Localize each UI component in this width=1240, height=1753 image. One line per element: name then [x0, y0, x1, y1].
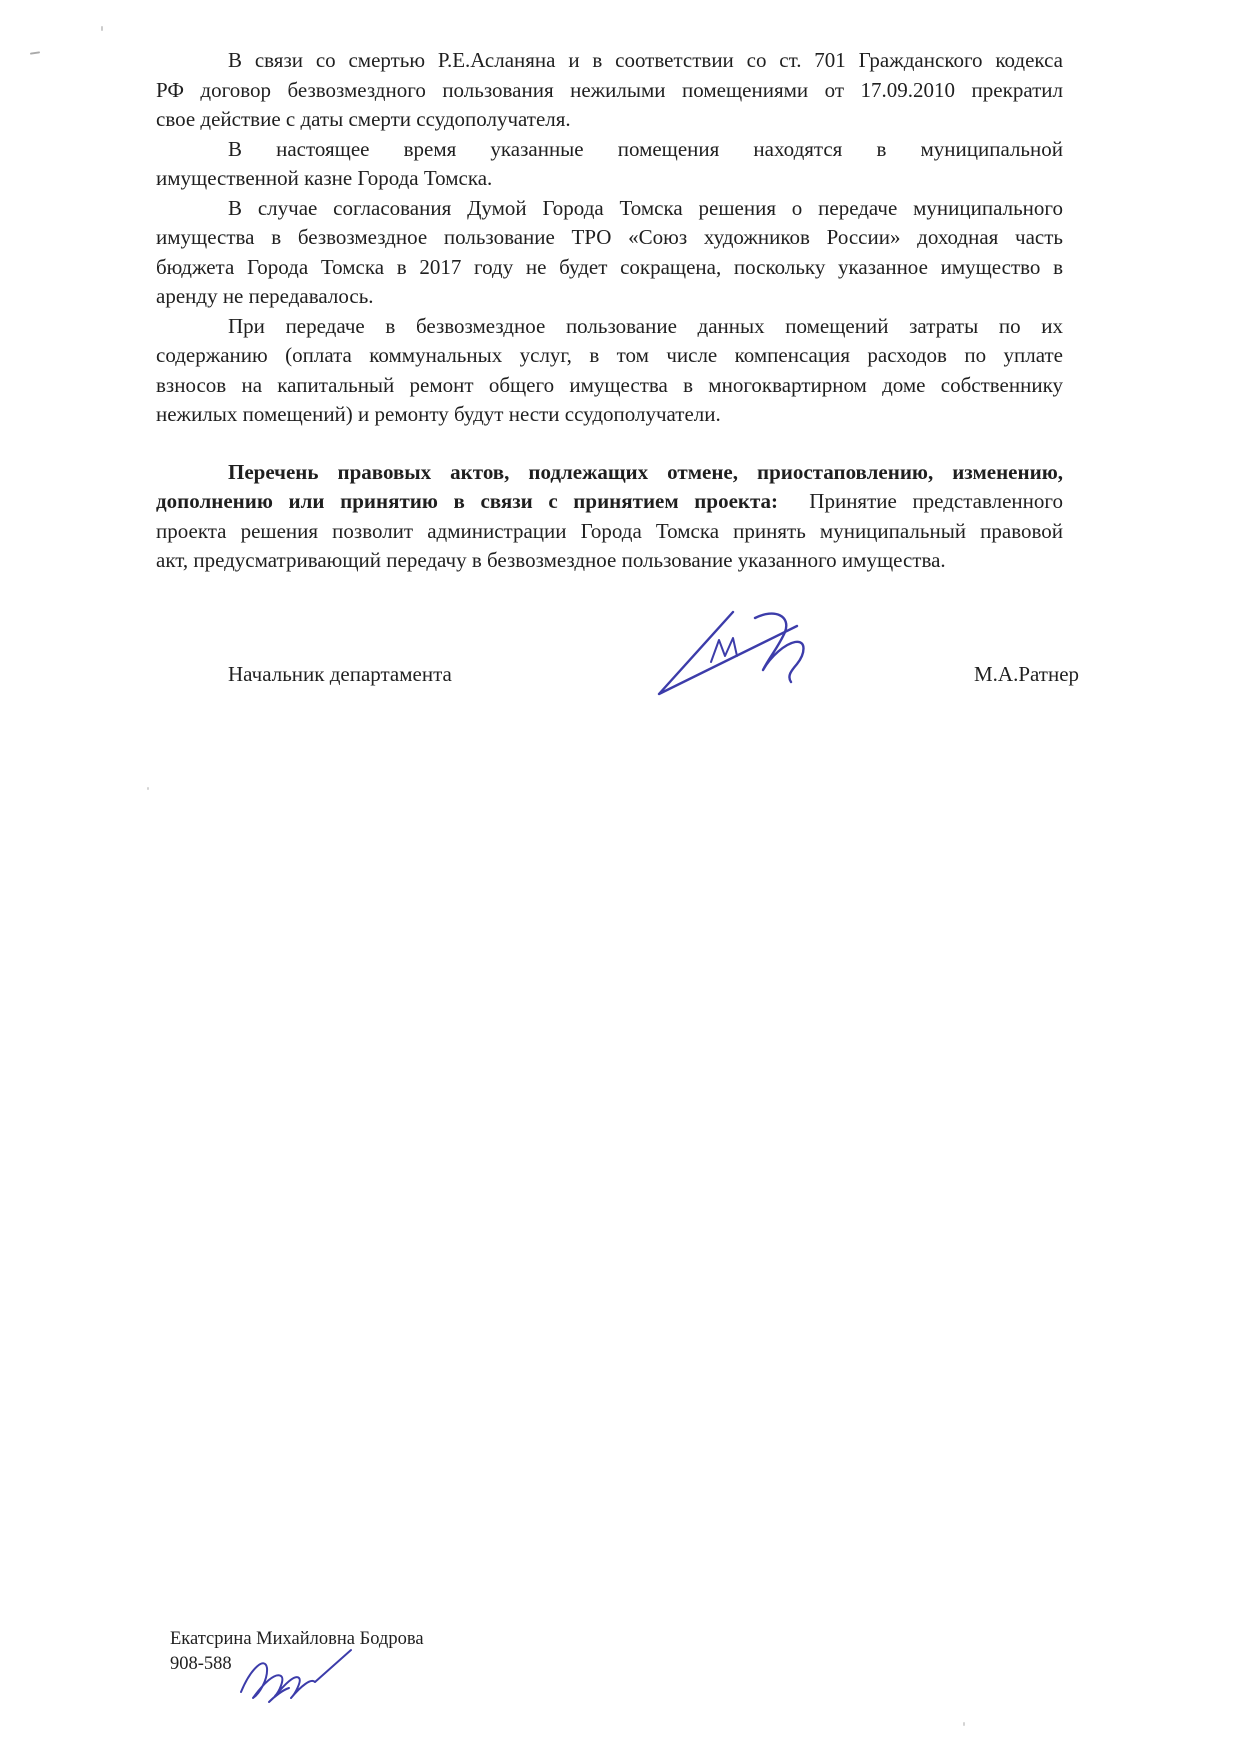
text-line: [156, 194, 1063, 224]
text-segment: В настоящее время указанные помещения находятся в муниципальной: [228, 136, 1063, 161]
text-segment: свое действие с даты смерти ссудополучателя.: [156, 107, 571, 131]
text-line: [156, 341, 1063, 371]
paragraph: [156, 312, 1063, 430]
text-line: [156, 487, 1063, 517]
text-line: [156, 458, 1063, 488]
text-segment: При передаче в безвозмездное пользование данных помещений затраты по их: [228, 313, 1063, 338]
executor-name: Екатсрина Михайловна Бодрова: [170, 1629, 424, 1649]
paragraph: [156, 194, 1063, 312]
text-line: [156, 400, 1063, 430]
text-segment: имущества в безвозмездное пользование ТРО «Союз художников России» доходная часть: [156, 225, 1063, 249]
text-line: [156, 312, 1063, 342]
text-segment: акт, предусматривающий передачу в безвозмездное пользование указанного имущества.: [156, 548, 946, 572]
text-segment: РФ договор безвозмездного пользования нежилыми помещениями от 17.09.2010 прекратил: [156, 77, 1063, 102]
executor-phone: 908-588: [170, 1654, 232, 1674]
executor-signature-icon: [233, 1640, 363, 1706]
document-body: [156, 46, 1063, 576]
text-line: [156, 282, 1063, 312]
text-line: [156, 164, 1063, 194]
text-line: [156, 517, 1063, 547]
text-line: [156, 253, 1063, 283]
scan-speck: [101, 26, 103, 31]
text-line: [156, 76, 1063, 106]
bold-text-segment: дополнению или принятию в связи с принятием проекта:: [156, 489, 779, 513]
text-line: [156, 105, 1063, 135]
text-line: [156, 46, 1063, 76]
text-segment: аренду не передавалось.: [156, 284, 374, 308]
text-line: [156, 223, 1063, 253]
signer-name: М.А.Ратнер: [974, 662, 1080, 686]
text-segment: взносов на капитальный ремонт общего имущества в многоквартирном доме собственнику: [156, 372, 1063, 397]
scan-speck: [30, 51, 40, 54]
paragraph: [156, 135, 1063, 194]
scan-speck: [147, 787, 149, 790]
text-line: [156, 371, 1063, 401]
text-segment: нежилых помещений) и ремонту будут нести ссудополучатели.: [156, 402, 721, 426]
text-segment: проекта решения позволит администрации Города Томска принять муниципальный правовой: [156, 518, 1063, 543]
position-label: Начальник департамента: [228, 662, 452, 686]
text-segment: имущественной казне Города Томска.: [156, 166, 493, 190]
scan-speck: [963, 1722, 965, 1726]
text-segment: содержанию (оплата коммунальных услуг, в том числе компенсация расходов по уплате: [156, 343, 1063, 367]
text-segment: В связи со смертью Р.Е.Асланяна и в соответствии со ст. 701 Гражданского кодекса: [228, 48, 1063, 72]
text-line: [156, 135, 1063, 165]
paragraph: [156, 458, 1063, 576]
paragraph: [156, 46, 1063, 135]
text-line: [156, 546, 1063, 576]
bold-text-segment: Перечень правовых актов, подлежащих отмене, приостаповлению, изменению,: [228, 459, 1063, 484]
director-signature-icon: [645, 606, 820, 701]
text-segment: Принятие представленного: [778, 489, 1063, 513]
text-segment: В случае согласования Думой Города Томска решения о передаче муниципального: [228, 195, 1063, 220]
text-segment: бюджета Города Томска в 2017 году не будет сокращена, поскольку указанное имущество в: [156, 254, 1063, 279]
